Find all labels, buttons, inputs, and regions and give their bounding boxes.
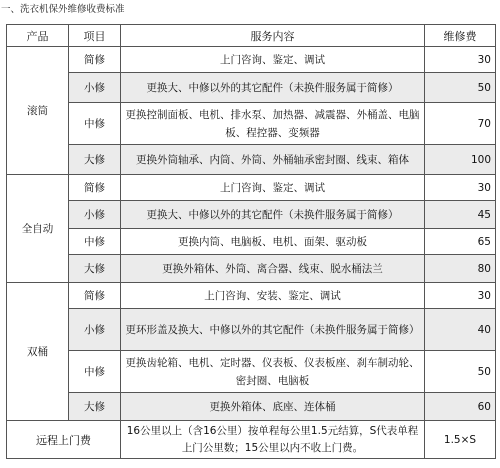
fee-cell: 40: [425, 309, 496, 351]
remote-fee-value: 1.5×S: [425, 421, 496, 459]
content-cell: 更换外箱体、底座、连体桶: [121, 393, 425, 421]
header-item: 项目: [69, 25, 121, 47]
item-cell: 中修: [69, 351, 121, 393]
header-product: 产品: [7, 25, 69, 47]
item-cell: 中修: [69, 103, 121, 145]
header-fee: 维修费: [425, 25, 496, 47]
content-cell: 更环形盖及换大、中修以外的其它配件（未换件服务属于简修）: [121, 309, 425, 351]
remote-fee-label: 远程上门费: [7, 421, 121, 459]
item-cell: 小修: [69, 309, 121, 351]
remote-fee-row: [7, 421, 496, 459]
header-row: [7, 25, 496, 47]
item-cell: 小修: [69, 73, 121, 103]
item-cell: 简修: [69, 47, 121, 73]
fee-cell: 45: [425, 201, 496, 229]
content-cell: 更换外箱体、外筒、离合器、线束、脱水桶法兰: [121, 255, 425, 283]
header-content: 服务内容: [121, 25, 425, 47]
content-cell: 更换外筒轴承、内筒、外筒、外桶轴承密封圈、线束、箱体: [121, 145, 425, 175]
item-cell: 大修: [69, 393, 121, 421]
fee-cell: 30: [425, 283, 496, 309]
table-row: [7, 393, 496, 421]
document-title: 一、洗衣机保外维修收费标准: [1, 4, 125, 15]
product-cell: 双桶: [7, 283, 69, 421]
item-cell: 大修: [69, 145, 121, 175]
table-row: [7, 255, 496, 283]
repair-fee-table: [6, 24, 496, 459]
content-cell: 上门咨询、鉴定、调试: [121, 175, 425, 201]
content-cell: 更换内筒、电脑板、电机、面架、驱动板: [121, 229, 425, 255]
table-row: [7, 283, 496, 309]
table-row: [7, 47, 496, 73]
table-row: [7, 229, 496, 255]
item-cell: 简修: [69, 283, 121, 309]
fee-cell: 30: [425, 47, 496, 73]
content-cell: 更换大、中修以外的其它配件（未换件服务属于简修）: [121, 201, 425, 229]
table-row: [7, 103, 496, 145]
remote-fee-description: 16公里以上（含16公里）按单程每公里1.5元结算，S代表单程上门公里数；15公里以内不收上门费。: [121, 421, 425, 459]
content-cell: 更换齿轮箱、电机、定时器、仪表板、仪表板座、刹车制动轮、密封圈、电脑板: [121, 351, 425, 393]
content-cell: 更换控制面板、电机、排水泵、加热器、减震器、外桶盖、电脑板、程控器、变频器: [121, 103, 425, 145]
product-cell: 全自动: [7, 175, 69, 283]
item-cell: 中修: [69, 229, 121, 255]
product-cell: 滚筒: [7, 47, 69, 175]
fee-cell: 80: [425, 255, 496, 283]
fee-cell: 50: [425, 351, 496, 393]
fee-cell: 65: [425, 229, 496, 255]
table-row: [7, 73, 496, 103]
table-row: [7, 309, 496, 351]
content-cell: 上门咨询、鉴定、调试: [121, 47, 425, 73]
fee-cell: 30: [425, 175, 496, 201]
table-row: [7, 145, 496, 175]
table-row: [7, 175, 496, 201]
table-row: [7, 201, 496, 229]
table-row: [7, 351, 496, 393]
fee-cell: 50: [425, 73, 496, 103]
item-cell: 简修: [69, 175, 121, 201]
item-cell: 大修: [69, 255, 121, 283]
item-cell: 小修: [69, 201, 121, 229]
content-cell: 更换大、中修以外的其它配件（未换件服务属于简修）: [121, 73, 425, 103]
fee-cell: 70: [425, 103, 496, 145]
fee-cell: 100: [425, 145, 496, 175]
content-cell: 上门咨询、安装、鉴定、调试: [121, 283, 425, 309]
fee-cell: 60: [425, 393, 496, 421]
